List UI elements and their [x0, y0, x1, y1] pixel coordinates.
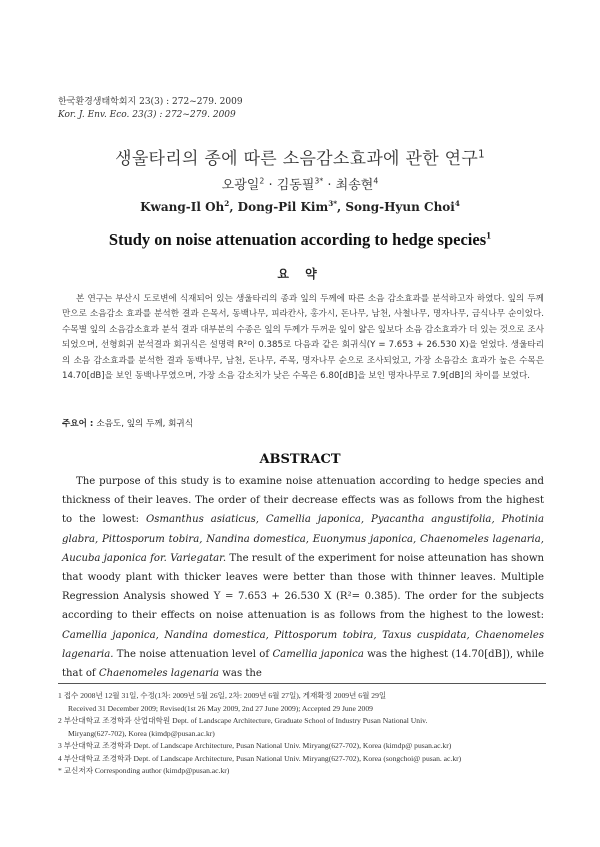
- footnote-3: 3 부산대학교 조경학과 Dept. of Landscape Architecture, Pusan National Univ. Miryang(627-702), Korea (kimdp@ pusan.ac.kr): [58, 741, 452, 750]
- korean-title: [0, 144, 600, 169]
- korean-author-2: 김동필: [276, 178, 315, 193]
- english-author-2-mark: 3*: [328, 199, 337, 208]
- english-title-text: Study on noise attenuation according to hedge species: [108, 230, 487, 249]
- journal-citation-korean: 한국환경생태학회지 23(3) : 272~279. 2009: [58, 97, 243, 107]
- english-author-1: Kwang-Il Oh: [140, 200, 225, 214]
- korean-author-3: 최송현: [335, 178, 374, 193]
- keywords-label: 주요어 :: [62, 419, 97, 429]
- korean-title-text: 생울타리의 종에 따른 소음감소효과에 관한 연구: [115, 149, 479, 169]
- abstract-species-list-1: Osmanthus asiaticus, Camellia japonica, Pyacantha angustifolia, Photinia glabra, Pittosporum tobira, Nandina domestica, Euonymus japonica, Chaenomeles lagenaria, Aucuba japonica for. Variegatar.: [62, 514, 544, 564]
- keywords: [62, 417, 544, 429]
- abstract-species-camellia: Camellia japonica: [272, 648, 364, 660]
- author-separator: ·: [323, 178, 336, 193]
- korean-author-2-mark: 3*: [314, 176, 324, 186]
- korean-author-1-mark: 2: [259, 176, 265, 186]
- footnote-4: 4 부산대학교 조경학과 Dept. of Landscape Architecture, Pusan National Univ. Miryang(627-702), Korea (songchoi@ pusan. ac.kr): [58, 753, 462, 763]
- english-title-footnote-mark: 1: [486, 230, 492, 242]
- footnote-1-english: Received 31 December 2009; Revised(1st 26 May 2009, 2nd 27 June 2009); Accepted 29 June 2009: [68, 703, 373, 713]
- keywords-text: 소음도, 잎의 두께, 회귀식: [96, 419, 194, 429]
- english-author-3: Song-Hyun Choi: [345, 200, 455, 214]
- english-author-2: Dong-Pil Kim: [237, 200, 329, 214]
- abstract-text-2: The result of the experiment for noise atteunation has shown that woody plant with thicker leaves were better than those with thinner leaves. Multiple Regression Analysis showed Y = 7.653 + 26.530 X (R²= 0.385). The order for the subjects according to their effects on noise attenuation is as follows from the highest to the lowest:: [62, 552, 544, 622]
- abstract-species-list-2: Camellia japonica, Nandina domestica, Pittosporum tobira, Taxus cuspidata, Chaenomeles lagenaria.: [62, 629, 544, 660]
- korean-author-3-mark: 4: [373, 176, 379, 186]
- footnote-divider: [58, 683, 546, 684]
- english-title: [0, 230, 600, 250]
- abstract-heading: ABSTRACT: [259, 452, 341, 467]
- footnote-2-address: Miryang(627-702), Korea (kimdp@pusan.ac.kr): [68, 728, 215, 738]
- korean-abstract: 본 연구는 부산시 도로변에 식재되어 있는 생울타리의 종과 잎의 두께에 따른 소음 감소효과를 분석하고자 하였다. 잎의 두께만으로 소음감소 효과를 분석한 결과 은목서, 동백나무, 피라칸사, 홍가시, 돈나무, 남천, 사철나무, 명자나무, 금식나무 순이었다. 수목별 잎의 소음감소효과 분석 결과 대부분의 수종은 잎의 두께가 두꺼운 잎이 얇은 잎보다 소음 감소효과가 더 있는 것으로 조사되었으며, 선형회귀 분석결과 회귀식은 설명력 R²이 0.385로 다음과 같은 회귀식(Y = 7.653 + 26.530 X)을 얻었다. 생울타리의 소음 감소효과를 분석한 결과 동백나무, 남천, 돈나무, 주목, 명자나무 순으로 조사되었고, 가장 소음감소 효과가 높은 수목은 14.70[dB]을 보인 동백나무였으며, 가장 소음 감소치가 낮은 수목은 6.80[dB]을 보인 명자나무로 7.9[dB]의 차이를 보였다.: [62, 294, 544, 382]
- abstract-text-1: The purpose of this study is to examine noise attenuation according to hedge species and thickness of their leaves. The order of their decrease effects was as follows from the highest to the lowest:: [62, 476, 544, 526]
- journal-citation-english: Kor. J. Env. Eco. 23(3) : 272~279. 2009: [58, 110, 236, 120]
- author-separator: ·: [264, 178, 277, 193]
- english-author-1-mark: 2: [224, 199, 230, 208]
- footnote-2: 2 부산대학교 조경학과 산업대학원 Dept. of Landscape Architecture, Graduate School of Industry Pusan National Univ.: [58, 716, 428, 725]
- abstract-text-4: was the highest (14.70[dB]), while that of: [62, 648, 544, 680]
- english-abstract: [62, 472, 544, 683]
- english-author-3-mark: 4: [454, 199, 460, 208]
- journal-citation: [58, 96, 243, 122]
- abstract-species-chaenomeles: Chaenomeles lagenaria: [98, 668, 220, 680]
- abstract-text-5: was the: [219, 668, 262, 680]
- korean-title-footnote-mark: 1: [478, 149, 485, 161]
- korean-abstract-heading: 요 약: [277, 267, 323, 281]
- abstract-text-3: The noise attenuation level of: [113, 648, 273, 660]
- korean-authors: [0, 174, 600, 193]
- footnote-corresponding: * 교신저자 Corresponding author (kimdp@pusan.ac.kr): [58, 766, 230, 775]
- footnote-1: 1 접수 2008년 12월 31일, 수정(1차: 2009년 5월 26일, 2차: 2009년 6월 27일), 게재확정 2009년 6월 29일: [58, 691, 387, 700]
- footnotes: [58, 690, 550, 778]
- korean-author-1: 오광일: [221, 178, 260, 193]
- english-authors: Kwang-Il Oh$^2$, Dong-Pil Kim$^{3*}$, Song-Hyun Choi$^4$: [140, 199, 460, 214]
